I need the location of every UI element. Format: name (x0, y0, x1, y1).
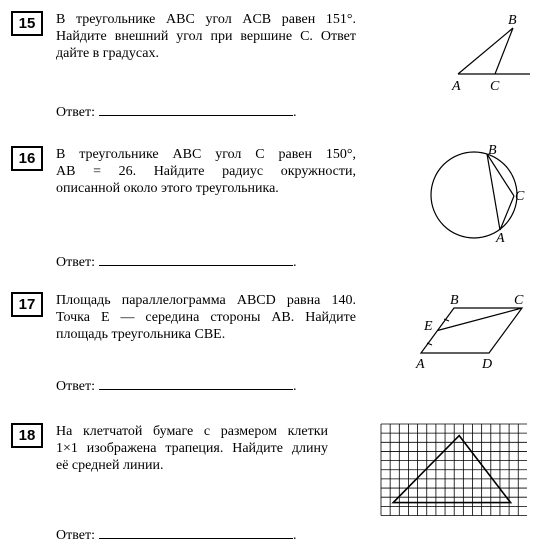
answer-field[interactable] (99, 377, 293, 390)
answer-row-16: Ответ: . (56, 255, 297, 270)
label-a: A (496, 231, 505, 246)
answer-label: Ответ: (56, 528, 95, 543)
label-c: C (515, 189, 525, 204)
task-text-line: Точка E — середина стороны AB. Найдите (56, 310, 356, 325)
task-text-line: В треугольнике ABC угол C равен 150°, (56, 147, 356, 162)
task-text-line: В треугольнике ABC угол ACB равен 151°. (56, 12, 356, 27)
task-number: 16 (11, 146, 43, 171)
label-a: A (416, 357, 425, 372)
answer-row-15: Ответ: . (56, 105, 297, 120)
triangle-figure-15 (440, 10, 532, 92)
answer-label: Ответ: (56, 255, 95, 270)
task-text (56, 292, 356, 343)
answer-label: Ответ: (56, 379, 95, 394)
task-number: 15 (11, 11, 43, 36)
task-text-line: её средней линии. (56, 458, 164, 473)
task-text-line: На клетчатой бумаге с размером клетки (56, 424, 328, 439)
task-text (56, 146, 356, 197)
task-text-line: AB = 26. Найдите радиус окружности, (56, 164, 356, 179)
label-a: A (452, 79, 461, 92)
label-b: B (508, 13, 517, 28)
grid-trapezoid-figure-18 (377, 418, 527, 518)
task-text (56, 11, 356, 62)
task-text-line: Найдите внешний угол при вершине C. Ответ (56, 29, 356, 44)
task-text-line: площадь треугольника CBE. (56, 327, 226, 342)
answer-field[interactable] (99, 103, 293, 116)
answer-field[interactable] (99, 253, 293, 266)
task-text-line: 1×1 изображена трапеция. Найдите длину (56, 441, 328, 456)
label-c: C (514, 293, 524, 308)
answer-row-18: Ответ: . (56, 528, 297, 543)
answer-field[interactable] (99, 526, 293, 539)
label-e: E (424, 319, 433, 334)
circle-figure-16 (420, 140, 532, 252)
label-b: B (450, 293, 459, 308)
task-number: 17 (11, 292, 43, 317)
answer-row-17: Ответ: . (56, 379, 297, 394)
answer-label: Ответ: (56, 105, 95, 120)
task-text-line: дайте в градусах. (56, 46, 159, 61)
parallelogram-figure-17 (410, 290, 534, 372)
label-d: D (482, 357, 493, 372)
task-text-line: описанной около этого треугольника. (56, 181, 279, 196)
task-text (56, 423, 328, 474)
task-number: 18 (11, 423, 43, 448)
task-text-line: Площадь параллелограмма ABCD равна 140. (56, 293, 356, 308)
label-c: C (490, 79, 500, 92)
label-b: B (488, 143, 497, 158)
